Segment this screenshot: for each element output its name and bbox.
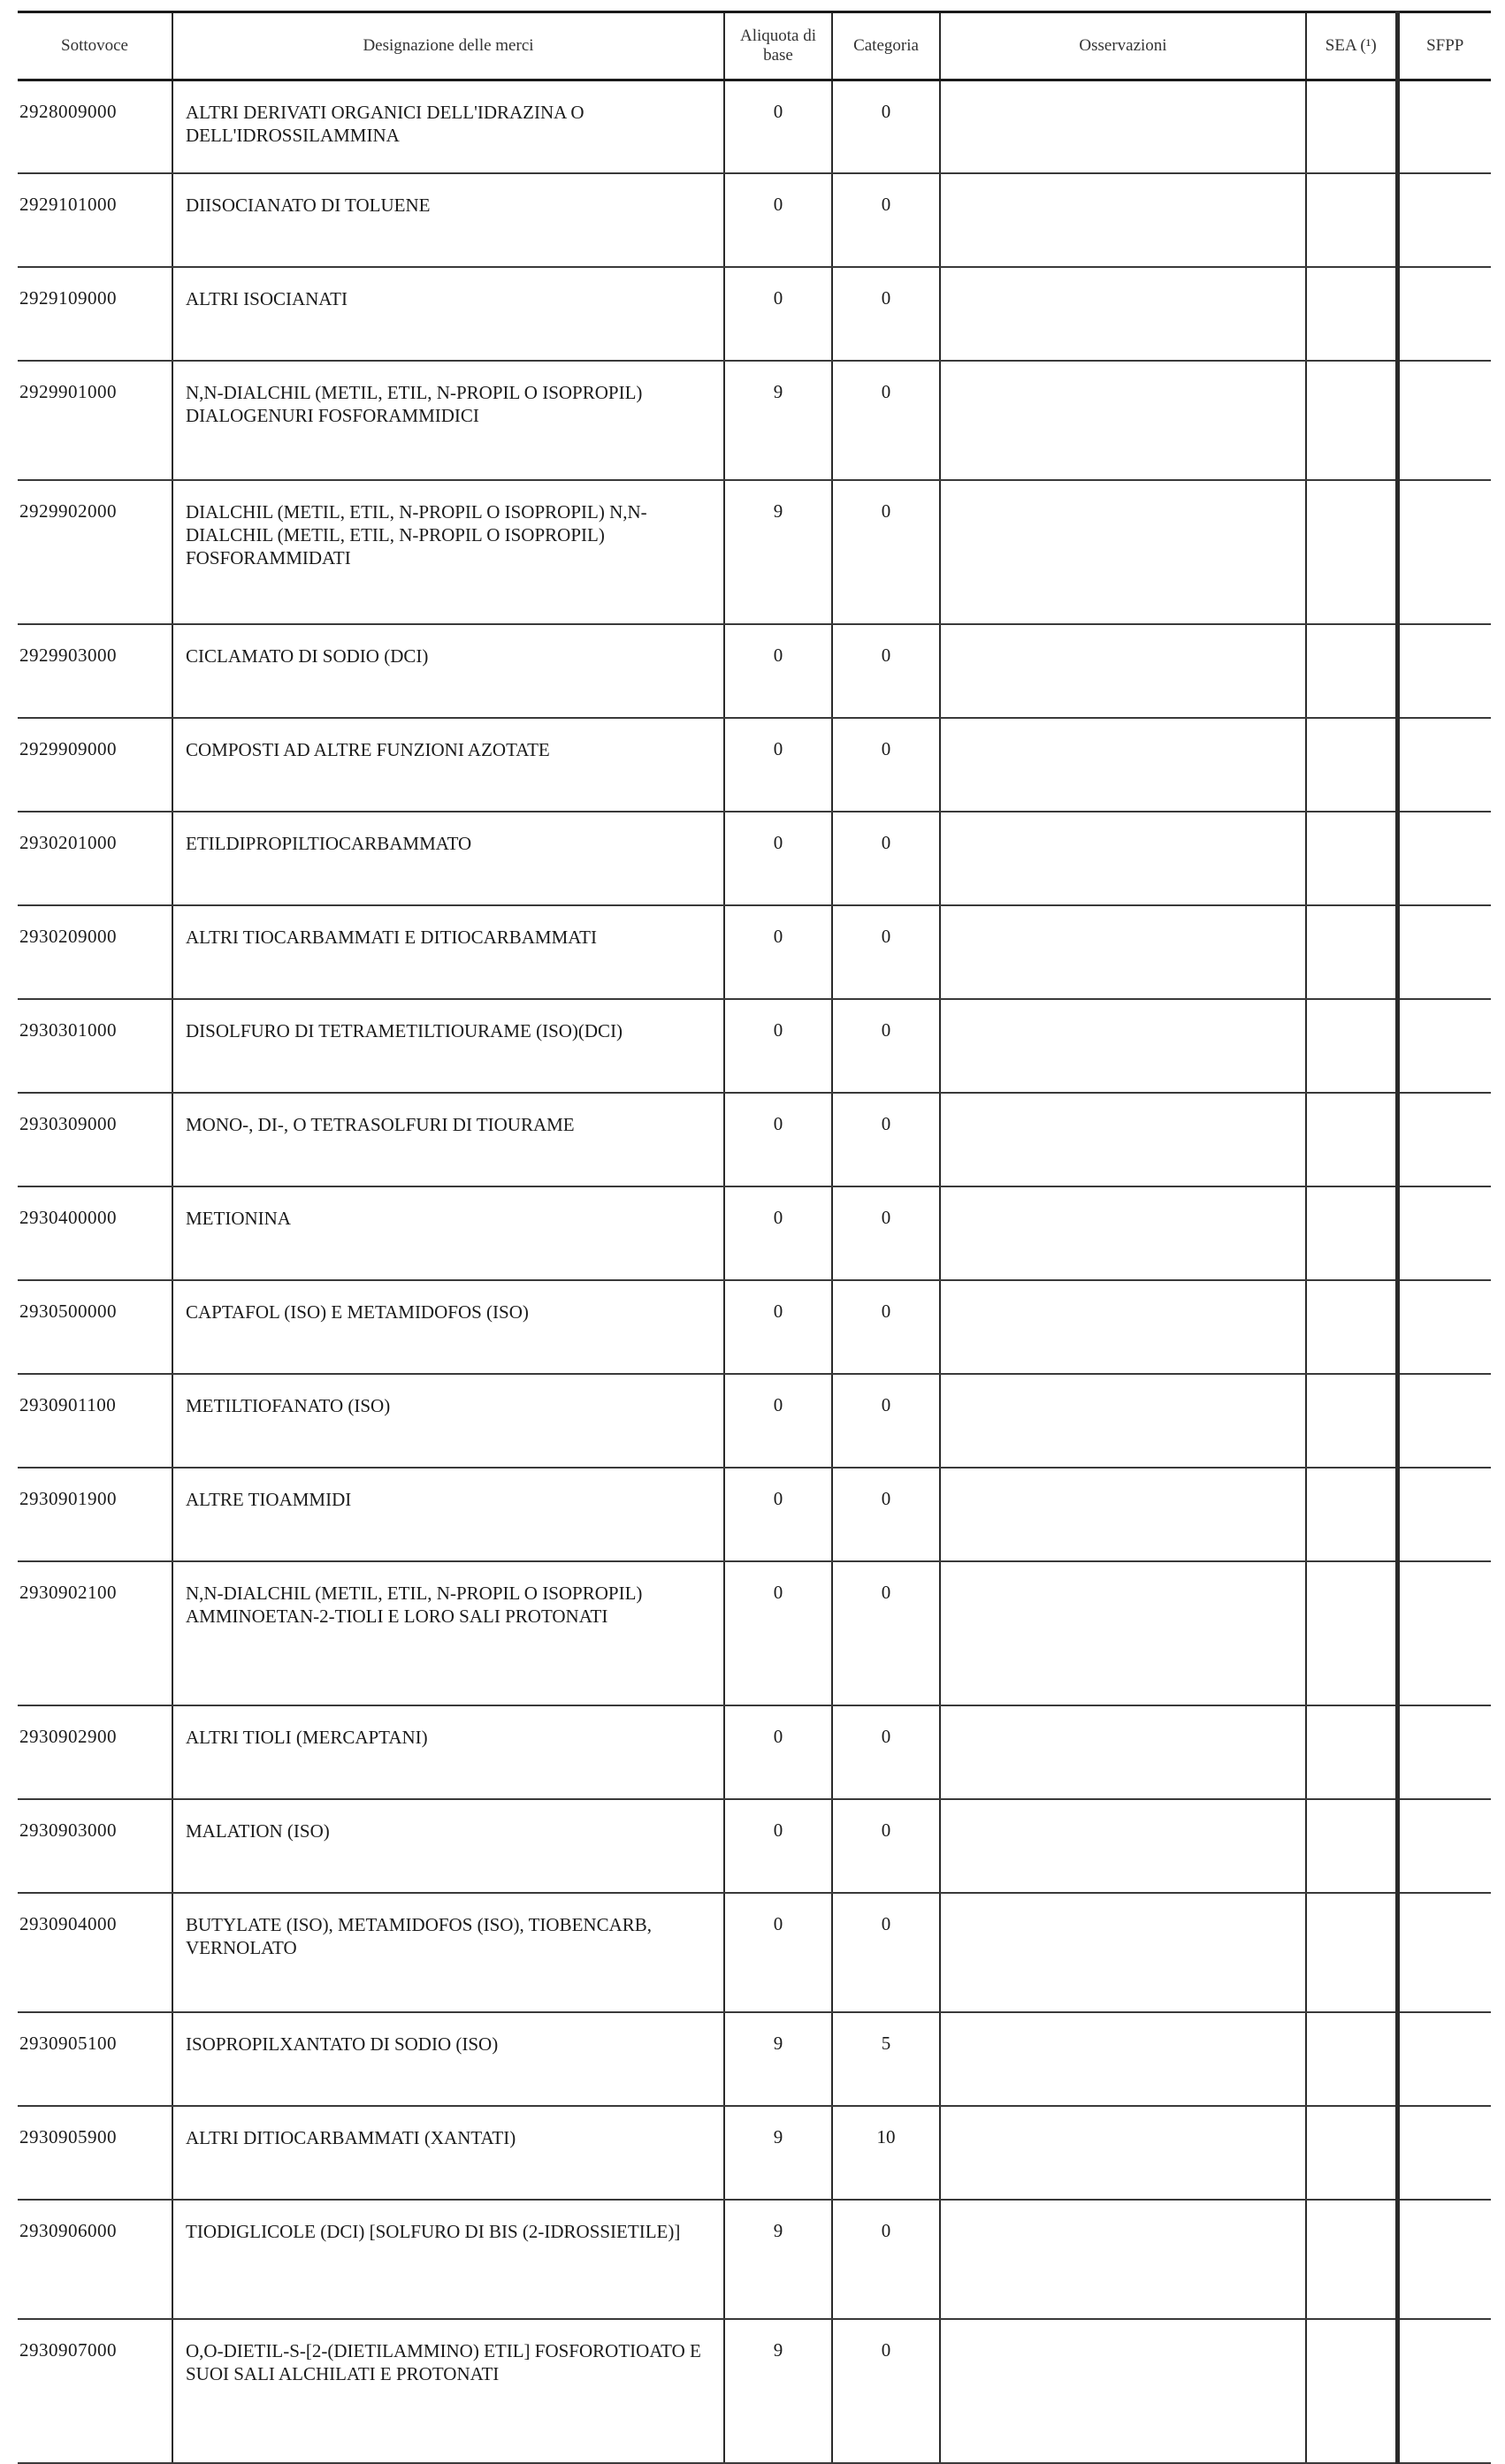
row-category: 0 <box>832 2200 940 2319</box>
row-sea <box>1306 173 1397 267</box>
row-sfpp <box>1397 718 1491 812</box>
table-row <box>18 1799 1491 1893</box>
row-description: BUTYLATE (ISO), METAMIDOFOS (ISO), TIOBENCARB, VERNOLATO <box>172 1893 724 2012</box>
row-code: 2930301000 <box>18 999 172 1093</box>
row-description: O,O-DIETIL-S-[2-(DIETILAMMINO) ETIL] FOSFOROTIOATO E SUOI SALI ALCHILATI E PROTONATI <box>172 2319 724 2463</box>
row-description: CICLAMATO DI SODIO (DCI) <box>172 624 724 718</box>
table-row <box>18 999 1491 1093</box>
row-category: 0 <box>832 1186 940 1280</box>
row-category: 0 <box>832 361 940 480</box>
row-notes <box>940 2200 1306 2319</box>
row-category: 0 <box>832 1799 940 1893</box>
row-code: 2930905900 <box>18 2106 172 2200</box>
row-notes <box>940 999 1306 1093</box>
row-rate: 0 <box>724 1186 832 1280</box>
row-description: COMPOSTI AD ALTRE FUNZIONI AZOTATE <box>172 718 724 812</box>
table-row <box>18 1374 1491 1468</box>
row-category: 0 <box>832 2319 940 2463</box>
row-rate: 9 <box>724 2200 832 2319</box>
row-sfpp <box>1397 1561 1491 1705</box>
header-base-rate <box>724 12 832 80</box>
table-row <box>18 1186 1491 1280</box>
row-sfpp <box>1397 1280 1491 1374</box>
header-base-rate-line1: Aliquota di <box>739 27 817 45</box>
row-code: 2928009000 <box>18 80 172 174</box>
row-sfpp <box>1397 2200 1491 2319</box>
row-sea <box>1306 2200 1397 2319</box>
row-description: ALTRE TIOAMMIDI <box>172 1468 724 1561</box>
row-rate: 0 <box>724 624 832 718</box>
row-rate: 0 <box>724 173 832 267</box>
row-code: 2929901000 <box>18 361 172 480</box>
row-rate: 0 <box>724 80 832 174</box>
row-notes <box>940 2106 1306 2200</box>
row-description: ALTRI ISOCIANATI <box>172 267 724 361</box>
row-sea <box>1306 1799 1397 1893</box>
row-sea <box>1306 361 1397 480</box>
row-code: 2930907000 <box>18 2319 172 2463</box>
row-description: MALATION (ISO) <box>172 1799 724 1893</box>
row-sea <box>1306 1186 1397 1280</box>
row-sea <box>1306 2319 1397 2463</box>
row-notes <box>940 480 1306 624</box>
header-code: Sottovoce <box>18 12 172 80</box>
table-row <box>18 2319 1491 2463</box>
table-row <box>18 361 1491 480</box>
row-sea <box>1306 1280 1397 1374</box>
row-code: 2930902100 <box>18 1561 172 1705</box>
row-sfpp <box>1397 1799 1491 1893</box>
row-code: 2930500000 <box>18 1280 172 1374</box>
row-category: 0 <box>832 1093 940 1186</box>
row-rate: 0 <box>724 267 832 361</box>
row-rate: 0 <box>724 1280 832 1374</box>
row-category: 0 <box>832 1280 940 1374</box>
row-notes <box>940 173 1306 267</box>
row-sea <box>1306 1093 1397 1186</box>
row-rate: 0 <box>724 905 832 999</box>
row-sea <box>1306 480 1397 624</box>
table-row <box>18 267 1491 361</box>
row-description: ETILDIPROPILTIOCARBAMMATO <box>172 812 724 905</box>
row-code: 2929902000 <box>18 480 172 624</box>
row-sea <box>1306 624 1397 718</box>
table-row <box>18 2200 1491 2319</box>
table-row <box>18 718 1491 812</box>
row-category: 0 <box>832 905 940 999</box>
row-notes <box>940 1186 1306 1280</box>
row-sfpp <box>1397 1093 1491 1186</box>
row-notes <box>940 1374 1306 1468</box>
table-row <box>18 812 1491 905</box>
table-row <box>18 173 1491 267</box>
row-notes <box>940 80 1306 174</box>
row-notes <box>940 1561 1306 1705</box>
row-category: 0 <box>832 267 940 361</box>
row-sfpp <box>1397 1186 1491 1280</box>
row-code: 2930901900 <box>18 1468 172 1561</box>
row-notes <box>940 1705 1306 1799</box>
row-description: MONO-, DI-, O TETRASOLFURI DI TIOURAME <box>172 1093 724 1186</box>
header-base-rate-line2: base <box>763 46 793 65</box>
row-code: 2930905100 <box>18 2012 172 2106</box>
row-category: 0 <box>832 480 940 624</box>
row-sfpp <box>1397 905 1491 999</box>
row-description: METIONINA <box>172 1186 724 1280</box>
row-notes <box>940 812 1306 905</box>
row-rate: 0 <box>724 1374 832 1468</box>
row-sfpp <box>1397 999 1491 1093</box>
row-sfpp <box>1397 1893 1491 2012</box>
row-sfpp <box>1397 361 1491 480</box>
row-description: ALTRI TIOLI (MERCAPTANI) <box>172 1705 724 1799</box>
row-description: ISOPROPILXANTATO DI SODIO (ISO) <box>172 2012 724 2106</box>
tariff-table <box>18 11 1491 2464</box>
table-row <box>18 1705 1491 1799</box>
row-sea <box>1306 2012 1397 2106</box>
table-row <box>18 1280 1491 1374</box>
table-row <box>18 905 1491 999</box>
header-row <box>18 12 1491 80</box>
row-category: 0 <box>832 812 940 905</box>
row-sea <box>1306 812 1397 905</box>
row-description: ALTRI DERIVATI ORGANICI DELL'IDRAZINA O DELL'IDROSSILAMMINA <box>172 80 724 174</box>
table-row <box>18 1093 1491 1186</box>
row-description: N,N-DIALCHIL (METIL, ETIL, N-PROPIL O ISOPROPIL) DIALOGENURI FOSFORAMMIDICI <box>172 361 724 480</box>
row-code: 2929101000 <box>18 173 172 267</box>
row-code: 2929903000 <box>18 624 172 718</box>
row-rate: 9 <box>724 2012 832 2106</box>
row-sea <box>1306 718 1397 812</box>
row-category: 0 <box>832 1561 940 1705</box>
row-description: DISOLFURO DI TETRAMETILTIOURAME (ISO)(DCI) <box>172 999 724 1093</box>
row-description: DIISOCIANATO DI TOLUENE <box>172 173 724 267</box>
row-sfpp <box>1397 80 1491 174</box>
row-description: TIODIGLICOLE (DCI) [SOLFURO DI BIS (2-IDROSSIETILE)] <box>172 2200 724 2319</box>
row-code: 2930309000 <box>18 1093 172 1186</box>
table-row <box>18 480 1491 624</box>
row-code: 2930209000 <box>18 905 172 999</box>
row-sfpp <box>1397 2319 1491 2463</box>
row-sfpp <box>1397 173 1491 267</box>
row-rate: 9 <box>724 480 832 624</box>
row-rate: 0 <box>724 1705 832 1799</box>
row-sfpp <box>1397 267 1491 361</box>
row-sea <box>1306 1705 1397 1799</box>
header-category: Categoria <box>832 12 940 80</box>
row-notes <box>940 267 1306 361</box>
row-sfpp <box>1397 1705 1491 1799</box>
row-sea <box>1306 1374 1397 1468</box>
row-sfpp <box>1397 1374 1491 1468</box>
row-category: 0 <box>832 718 940 812</box>
row-rate: 9 <box>724 2319 832 2463</box>
row-sfpp <box>1397 2012 1491 2106</box>
row-code: 2930201000 <box>18 812 172 905</box>
row-category: 0 <box>832 80 940 174</box>
row-code: 2930901100 <box>18 1374 172 1468</box>
row-rate: 0 <box>724 999 832 1093</box>
row-notes <box>940 1468 1306 1561</box>
row-rate: 9 <box>724 361 832 480</box>
row-description: METILTIOFANATO (ISO) <box>172 1374 724 1468</box>
row-rate: 9 <box>724 2106 832 2200</box>
row-code: 2929109000 <box>18 267 172 361</box>
row-sfpp <box>1397 624 1491 718</box>
row-description: ALTRI TIOCARBAMMATI E DITIOCARBAMMATI <box>172 905 724 999</box>
row-category: 0 <box>832 999 940 1093</box>
tariff-page <box>18 11 1491 2464</box>
row-category: 0 <box>832 1893 940 2012</box>
row-sea <box>1306 1893 1397 2012</box>
row-description: DIALCHIL (METIL, ETIL, N-PROPIL O ISOPROPIL) N,N-DIALCHIL (METIL, ETIL, N-PROPIL O ISOPROPIL) FOSFORAMMIDATI <box>172 480 724 624</box>
row-sfpp <box>1397 2106 1491 2200</box>
row-notes <box>940 2012 1306 2106</box>
row-notes <box>940 1893 1306 2012</box>
row-category: 5 <box>832 2012 940 2106</box>
row-category: 0 <box>832 1468 940 1561</box>
row-code: 2930902900 <box>18 1705 172 1799</box>
row-sfpp <box>1397 1468 1491 1561</box>
row-notes <box>940 905 1306 999</box>
row-description: CAPTAFOL (ISO) E METAMIDOFOS (ISO) <box>172 1280 724 1374</box>
row-rate: 0 <box>724 812 832 905</box>
row-rate: 0 <box>724 1893 832 2012</box>
row-notes <box>940 1093 1306 1186</box>
row-rate: 0 <box>724 1468 832 1561</box>
header-description: Designazione delle merci <box>172 12 724 80</box>
row-notes <box>940 624 1306 718</box>
row-sea <box>1306 999 1397 1093</box>
row-code: 2929909000 <box>18 718 172 812</box>
table-row <box>18 80 1491 174</box>
row-rate: 0 <box>724 1093 832 1186</box>
table-row <box>18 2106 1491 2200</box>
row-sea <box>1306 80 1397 174</box>
row-notes <box>940 361 1306 480</box>
row-sfpp <box>1397 480 1491 624</box>
table-row <box>18 1893 1491 2012</box>
row-category: 0 <box>832 1705 940 1799</box>
row-category: 0 <box>832 173 940 267</box>
row-category: 10 <box>832 2106 940 2200</box>
row-code: 2930904000 <box>18 1893 172 2012</box>
row-notes <box>940 1280 1306 1374</box>
table-row <box>18 624 1491 718</box>
header-sea: SEA (¹) <box>1306 12 1397 80</box>
row-category: 0 <box>832 1374 940 1468</box>
row-description: ALTRI DITIOCARBAMMATI (XANTATI) <box>172 2106 724 2200</box>
row-code: 2930906000 <box>18 2200 172 2319</box>
row-notes <box>940 718 1306 812</box>
row-notes <box>940 2319 1306 2463</box>
row-sea <box>1306 905 1397 999</box>
row-sfpp <box>1397 812 1491 905</box>
row-rate: 0 <box>724 718 832 812</box>
row-sea <box>1306 267 1397 361</box>
row-notes <box>940 1799 1306 1893</box>
table-row <box>18 1561 1491 1705</box>
header-sfpp: SFPP <box>1397 12 1491 80</box>
header-notes: Osservazioni <box>940 12 1306 80</box>
row-category: 0 <box>832 624 940 718</box>
row-rate: 0 <box>724 1561 832 1705</box>
row-sea <box>1306 1561 1397 1705</box>
table-row <box>18 2012 1491 2106</box>
row-code: 2930903000 <box>18 1799 172 1893</box>
row-rate: 0 <box>724 1799 832 1893</box>
row-sea <box>1306 2106 1397 2200</box>
row-sea <box>1306 1468 1397 1561</box>
table-row <box>18 1468 1491 1561</box>
row-description: N,N-DIALCHIL (METIL, ETIL, N-PROPIL O ISOPROPIL) AMMINOETAN-2-TIOLI E LORO SALI PROTONATI <box>172 1561 724 1705</box>
row-code: 2930400000 <box>18 1186 172 1280</box>
